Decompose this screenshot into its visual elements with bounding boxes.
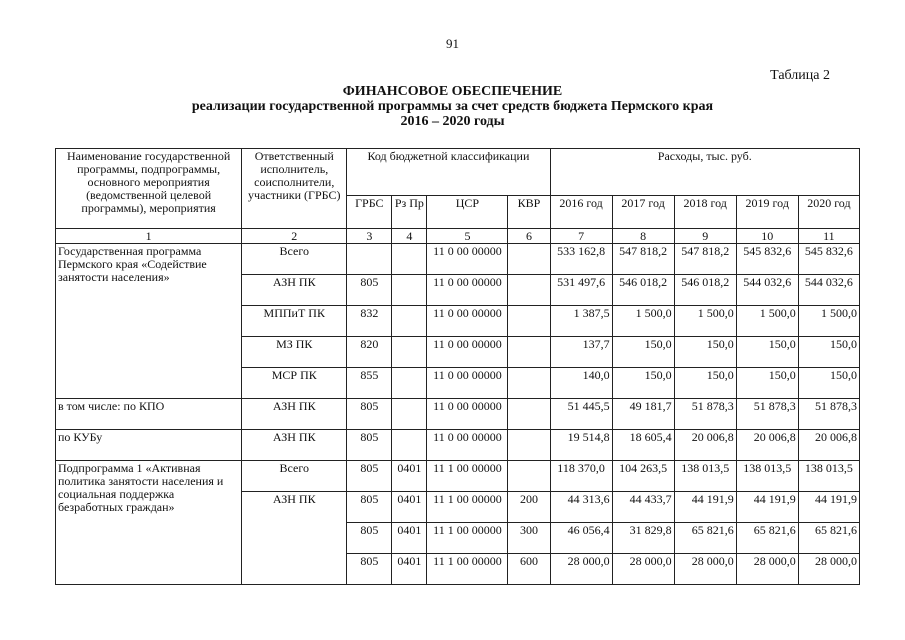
row-value: 138 013,5	[674, 461, 736, 492]
row-csr: 11 0 00 00000	[427, 306, 508, 337]
row-csr: 11 1 00 00000	[427, 554, 508, 585]
row-rzpr	[392, 337, 427, 368]
row-grbs: 855	[347, 368, 392, 399]
row-value: 19 514,8	[550, 430, 612, 461]
row-value: 531 497,6	[550, 275, 612, 306]
row-value: 1 500,0	[674, 306, 736, 337]
header-grbs: ГРБС	[347, 196, 392, 229]
column-number: 1	[56, 229, 242, 244]
column-number: 9	[674, 229, 736, 244]
row-kvr	[508, 275, 550, 306]
row-value: 1 500,0	[612, 306, 674, 337]
row-csr: 11 0 00 00000	[427, 399, 508, 430]
row-executor: МЗ ПК	[242, 337, 347, 368]
column-number: 11	[798, 229, 859, 244]
row-value: 533 162,8	[550, 244, 612, 275]
row-value: 31 829,8	[612, 523, 674, 554]
row-grbs: 805	[347, 554, 392, 585]
row-kvr	[508, 244, 550, 275]
row-rzpr: 0401	[392, 492, 427, 523]
column-number: 5	[427, 229, 508, 244]
row-value: 51 878,3	[798, 399, 859, 430]
row-grbs: 805	[347, 275, 392, 306]
header-name: Наименование государственной программы, подпрограммы, основного мероприятия (ведомственной целевой программы), мероприятия	[56, 149, 242, 229]
row-kvr	[508, 430, 550, 461]
row-value: 150,0	[798, 368, 859, 399]
row-kvr	[508, 399, 550, 430]
row-csr: 11 1 00 00000	[427, 461, 508, 492]
row-value: 28 000,0	[798, 554, 859, 585]
row-rzpr: 0401	[392, 554, 427, 585]
column-number: 8	[612, 229, 674, 244]
row-executor: АЗН ПК	[242, 492, 347, 585]
row-value: 1 500,0	[798, 306, 859, 337]
row-value: 150,0	[736, 368, 798, 399]
row-value: 544 032,6	[798, 275, 859, 306]
row-value: 20 006,8	[798, 430, 859, 461]
row-executor: АЗН ПК	[242, 430, 347, 461]
heading-subtitle: реализации государственной программы за счет средств бюджета Пермского края	[191, 99, 714, 114]
row-csr: 11 0 00 00000	[427, 244, 508, 275]
column-number: 10	[736, 229, 798, 244]
row-value: 546 018,2	[674, 275, 736, 306]
row-value: 150,0	[612, 368, 674, 399]
row-value: 65 821,6	[736, 523, 798, 554]
row-value: 138 013,5	[736, 461, 798, 492]
row-value: 20 006,8	[674, 430, 736, 461]
row-grbs: 805	[347, 523, 392, 554]
row-rzpr: 0401	[392, 461, 427, 492]
row-name: Подпрограмма 1 «Активная политика занятости населения и социальная поддержка безработных граждан»	[56, 461, 242, 585]
row-value: 44 433,7	[612, 492, 674, 523]
row-value: 44 191,9	[798, 492, 859, 523]
row-value: 150,0	[674, 337, 736, 368]
header-csr: ЦСР	[427, 196, 508, 229]
row-executor: МППиТ ПК	[242, 306, 347, 337]
row-value: 46 056,4	[550, 523, 612, 554]
table-label: Таблица 2	[770, 68, 830, 83]
row-value: 150,0	[674, 368, 736, 399]
row-grbs: 820	[347, 337, 392, 368]
row-rzpr	[392, 306, 427, 337]
row-kvr: 300	[508, 523, 550, 554]
row-kvr	[508, 337, 550, 368]
row-value: 28 000,0	[736, 554, 798, 585]
row-value: 51 445,5	[550, 399, 612, 430]
row-executor: Всего	[242, 244, 347, 275]
heading-title: ФИНАНСОВОЕ ОБЕСПЕЧЕНИЕ	[342, 84, 563, 99]
row-executor: МСР ПК	[242, 368, 347, 399]
row-value: 20 006,8	[736, 430, 798, 461]
row-grbs: 832	[347, 306, 392, 337]
row-kvr	[508, 306, 550, 337]
header-expenses-group: Расходы, тыс. руб.	[550, 149, 859, 196]
row-kvr	[508, 368, 550, 399]
row-value: 545 832,6	[798, 244, 859, 275]
row-value: 547 818,2	[674, 244, 736, 275]
row-value: 118 370,0	[550, 461, 612, 492]
row-value: 18 605,4	[612, 430, 674, 461]
column-number: 7	[550, 229, 612, 244]
document-heading	[0, 84, 905, 129]
column-number: 2	[242, 229, 347, 244]
row-value: 65 821,6	[798, 523, 859, 554]
row-value: 1 387,5	[550, 306, 612, 337]
row-value: 150,0	[612, 337, 674, 368]
row-value: 140,0	[550, 368, 612, 399]
row-value: 150,0	[736, 337, 798, 368]
row-value: 51 878,3	[674, 399, 736, 430]
header-year: 2017 год	[612, 196, 674, 229]
row-name: в том числе: по КПО	[56, 399, 242, 430]
row-value: 104 263,5	[612, 461, 674, 492]
row-csr: 11 1 00 00000	[427, 492, 508, 523]
row-name: Государственная программа Пермского края «Содействие занятости населения»	[56, 244, 242, 399]
row-csr: 11 1 00 00000	[427, 523, 508, 554]
row-csr: 11 0 00 00000	[427, 275, 508, 306]
row-rzpr	[392, 275, 427, 306]
row-executor: Всего	[242, 461, 347, 492]
row-grbs: 805	[347, 492, 392, 523]
header-year: 2018 год	[674, 196, 736, 229]
row-grbs: 805	[347, 461, 392, 492]
header-year: 2020 год	[798, 196, 859, 229]
row-executor: АЗН ПК	[242, 399, 347, 430]
row-rzpr	[392, 244, 427, 275]
row-value: 28 000,0	[550, 554, 612, 585]
heading-years: 2016 – 2020 годы	[400, 114, 505, 129]
finance-table	[55, 148, 860, 585]
header-rzpr: Рз Пр	[392, 196, 427, 229]
row-kvr	[508, 461, 550, 492]
page-number: 91	[446, 36, 459, 51]
row-value: 44 191,9	[674, 492, 736, 523]
row-value: 44 313,6	[550, 492, 612, 523]
row-csr: 11 0 00 00000	[427, 337, 508, 368]
row-grbs: 805	[347, 430, 392, 461]
column-number: 6	[508, 229, 550, 244]
header-executor: Ответственный исполнитель, соисполнители, участники (ГРБС)	[242, 149, 347, 229]
header-kvr: КВР	[508, 196, 550, 229]
column-number: 3	[347, 229, 392, 244]
row-kvr: 600	[508, 554, 550, 585]
row-value: 137,7	[550, 337, 612, 368]
row-value: 28 000,0	[612, 554, 674, 585]
row-rzpr	[392, 368, 427, 399]
row-rzpr	[392, 430, 427, 461]
row-csr: 11 0 00 00000	[427, 368, 508, 399]
row-grbs	[347, 244, 392, 275]
row-value: 138 013,5	[798, 461, 859, 492]
row-csr: 11 0 00 00000	[427, 430, 508, 461]
row-value: 65 821,6	[674, 523, 736, 554]
row-rzpr	[392, 399, 427, 430]
header-year: 2019 год	[736, 196, 798, 229]
row-grbs: 805	[347, 399, 392, 430]
row-kvr: 200	[508, 492, 550, 523]
row-executor: АЗН ПК	[242, 275, 347, 306]
row-value: 544 032,6	[736, 275, 798, 306]
column-number: 4	[392, 229, 427, 244]
row-value: 28 000,0	[674, 554, 736, 585]
row-rzpr: 0401	[392, 523, 427, 554]
row-value: 547 818,2	[612, 244, 674, 275]
row-value: 545 832,6	[736, 244, 798, 275]
header-code-group: Код бюджетной классификации	[347, 149, 550, 196]
row-value: 1 500,0	[736, 306, 798, 337]
row-value: 44 191,9	[736, 492, 798, 523]
row-value: 546 018,2	[612, 275, 674, 306]
row-value: 49 181,7	[612, 399, 674, 430]
row-name: по КУБу	[56, 430, 242, 461]
header-year: 2016 год	[550, 196, 612, 229]
row-value: 150,0	[798, 337, 859, 368]
row-value: 51 878,3	[736, 399, 798, 430]
